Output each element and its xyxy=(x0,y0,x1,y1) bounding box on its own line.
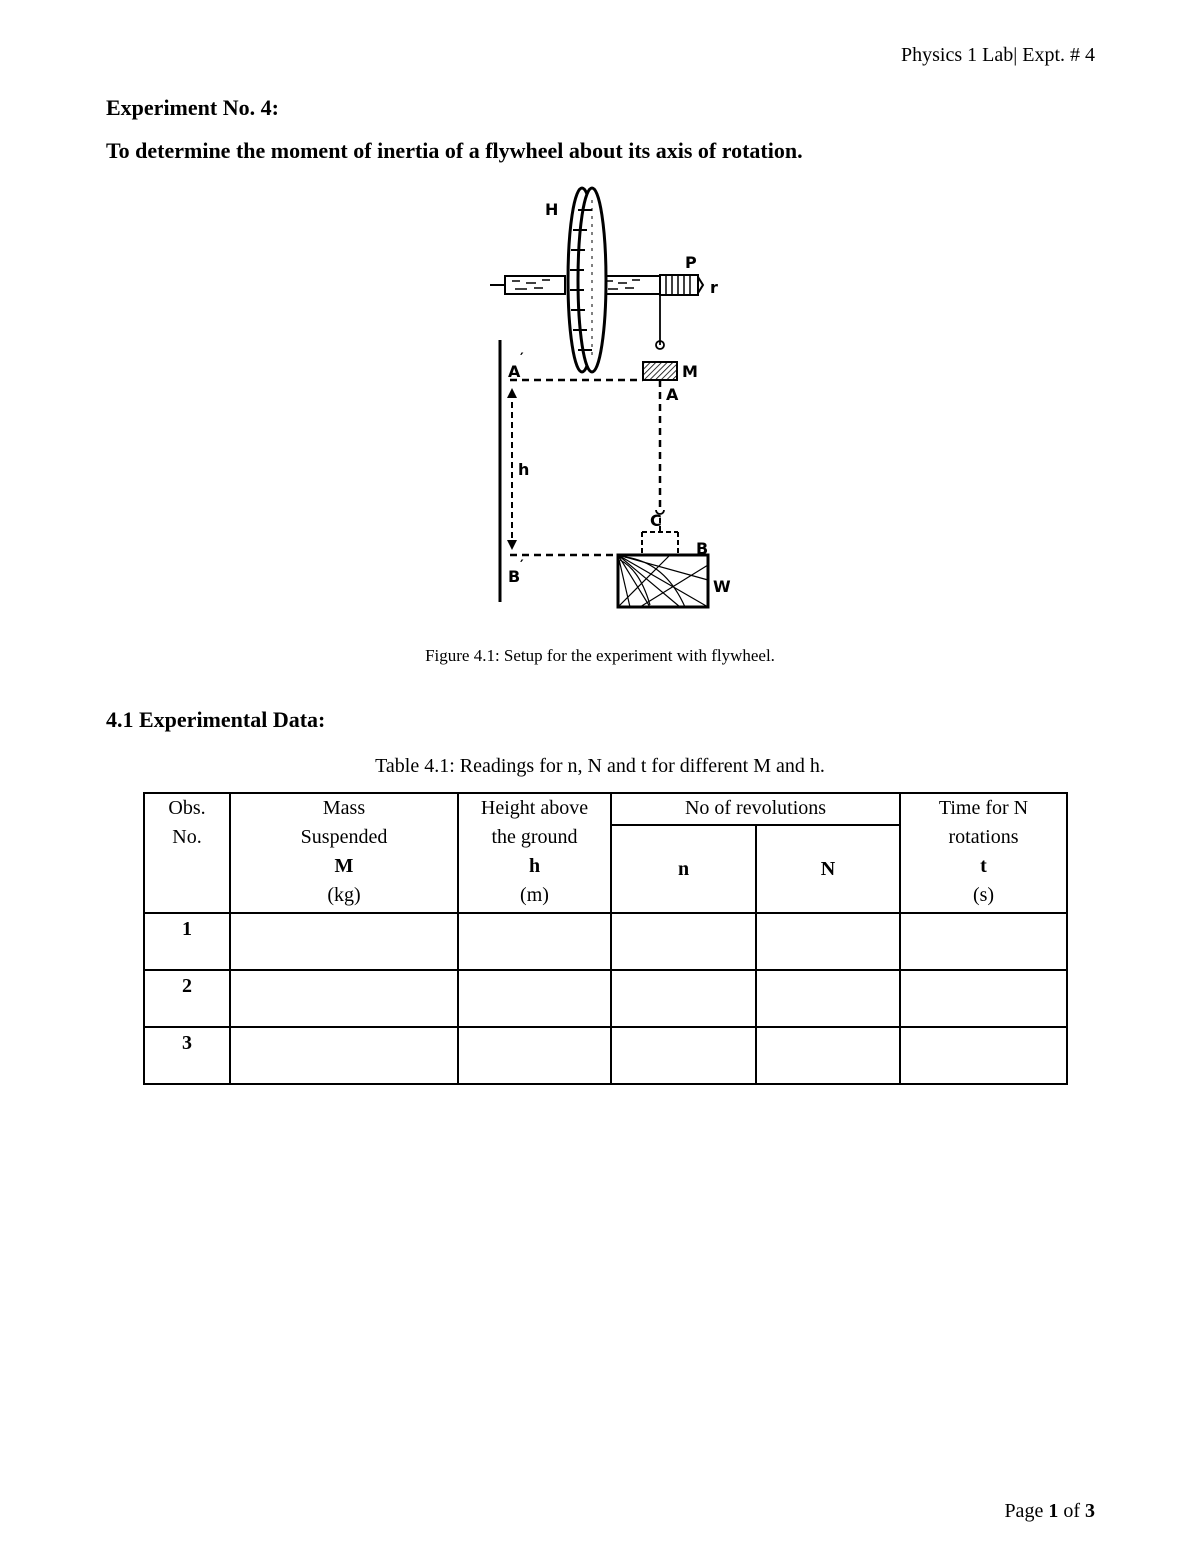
cell-height xyxy=(458,1027,611,1084)
label-m: M xyxy=(682,362,698,381)
header-obs: Obs. No. xyxy=(144,793,230,913)
label-c: C xyxy=(650,511,662,530)
cell-n xyxy=(611,1027,756,1084)
label-p: P xyxy=(685,253,697,272)
weight-block xyxy=(618,555,708,607)
header-mass: Mass Suspended M (kg) xyxy=(230,793,458,913)
experiment-title: Experiment No. 4: xyxy=(106,95,279,120)
header-time: Time for N rotations t (s) xyxy=(900,793,1067,913)
header-N: N xyxy=(756,825,900,913)
label-h: h xyxy=(518,460,530,479)
label-a: A xyxy=(666,385,679,404)
figure-caption: Figure 4.1: Setup for the experiment with flywheel. xyxy=(425,646,775,665)
flywheel xyxy=(568,188,606,372)
cell-n xyxy=(611,970,756,1027)
cell-n xyxy=(611,913,756,970)
cell-time xyxy=(900,913,1067,970)
cell-mass xyxy=(230,913,458,970)
header-height: Height above the ground h (m) xyxy=(458,793,611,913)
flywheel-setup-figure xyxy=(470,180,760,630)
label-w: W xyxy=(713,577,731,596)
page-number: Page 1 of 3 xyxy=(1004,1500,1095,1522)
table-row xyxy=(144,913,1067,970)
label-b-prime: B xyxy=(508,567,521,586)
cell-height xyxy=(458,913,611,970)
cell-N xyxy=(756,1027,900,1084)
label-r: r xyxy=(710,278,718,297)
cell-time xyxy=(900,1027,1067,1084)
cell-N xyxy=(756,970,900,1027)
mass-block xyxy=(643,362,677,380)
svg-text:′: ′ xyxy=(520,558,524,574)
header-n: n xyxy=(611,825,756,913)
label-b: B xyxy=(696,539,709,558)
label-h-wheel: H xyxy=(545,200,559,219)
experiment-aim: To determine the moment of inertia of a flywheel about its axis of rotation. xyxy=(106,138,803,163)
cell-N xyxy=(756,913,900,970)
running-header: Physics 1 Lab| Expt. # 4 xyxy=(901,44,1095,66)
cell-mass xyxy=(230,1027,458,1084)
table-row xyxy=(144,970,1067,1027)
obs-number: 3 xyxy=(144,1027,230,1084)
cell-mass xyxy=(230,970,458,1027)
cell-height xyxy=(458,970,611,1027)
svg-text:′: ′ xyxy=(520,351,524,367)
obs-number: 2 xyxy=(144,970,230,1027)
pulley xyxy=(660,275,703,295)
cell-time xyxy=(900,970,1067,1027)
section-heading: 4.1 Experimental Data: xyxy=(106,707,326,732)
label-a-prime: A xyxy=(508,362,521,381)
table-caption: Table 4.1: Readings for n, N and t for different M and h. xyxy=(375,755,825,777)
readings-table xyxy=(143,792,1068,1085)
table-row xyxy=(144,1027,1067,1084)
obs-number: 1 xyxy=(144,913,230,970)
header-revolutions: No of revolutions xyxy=(611,793,900,825)
